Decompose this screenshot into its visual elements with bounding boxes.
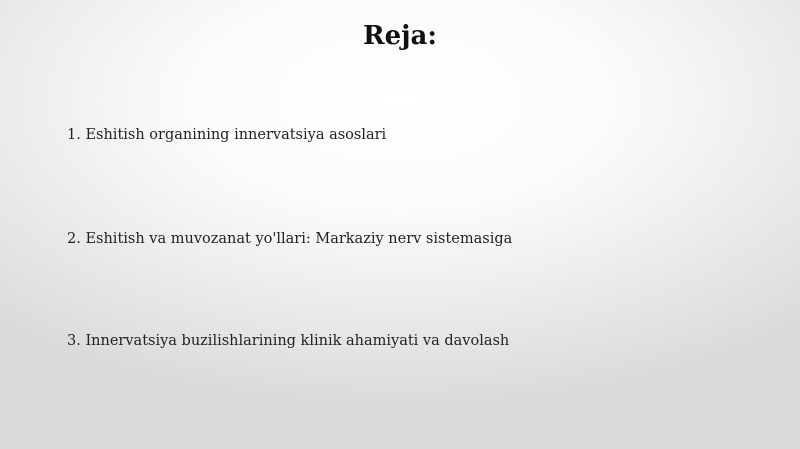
plan-item-3: 3. Innervatsiya buzilishlarining klinik ahamiyati va davolash [67,333,510,349]
plan-item-2: 2. Eshitish va muvozanat yo'llari: Markaziy nerv sistemasiga [67,231,513,247]
slide-title: Reja: [362,21,437,51]
plan-item-1: 1. Eshitish organining innervatsiya asoslari [67,127,387,143]
